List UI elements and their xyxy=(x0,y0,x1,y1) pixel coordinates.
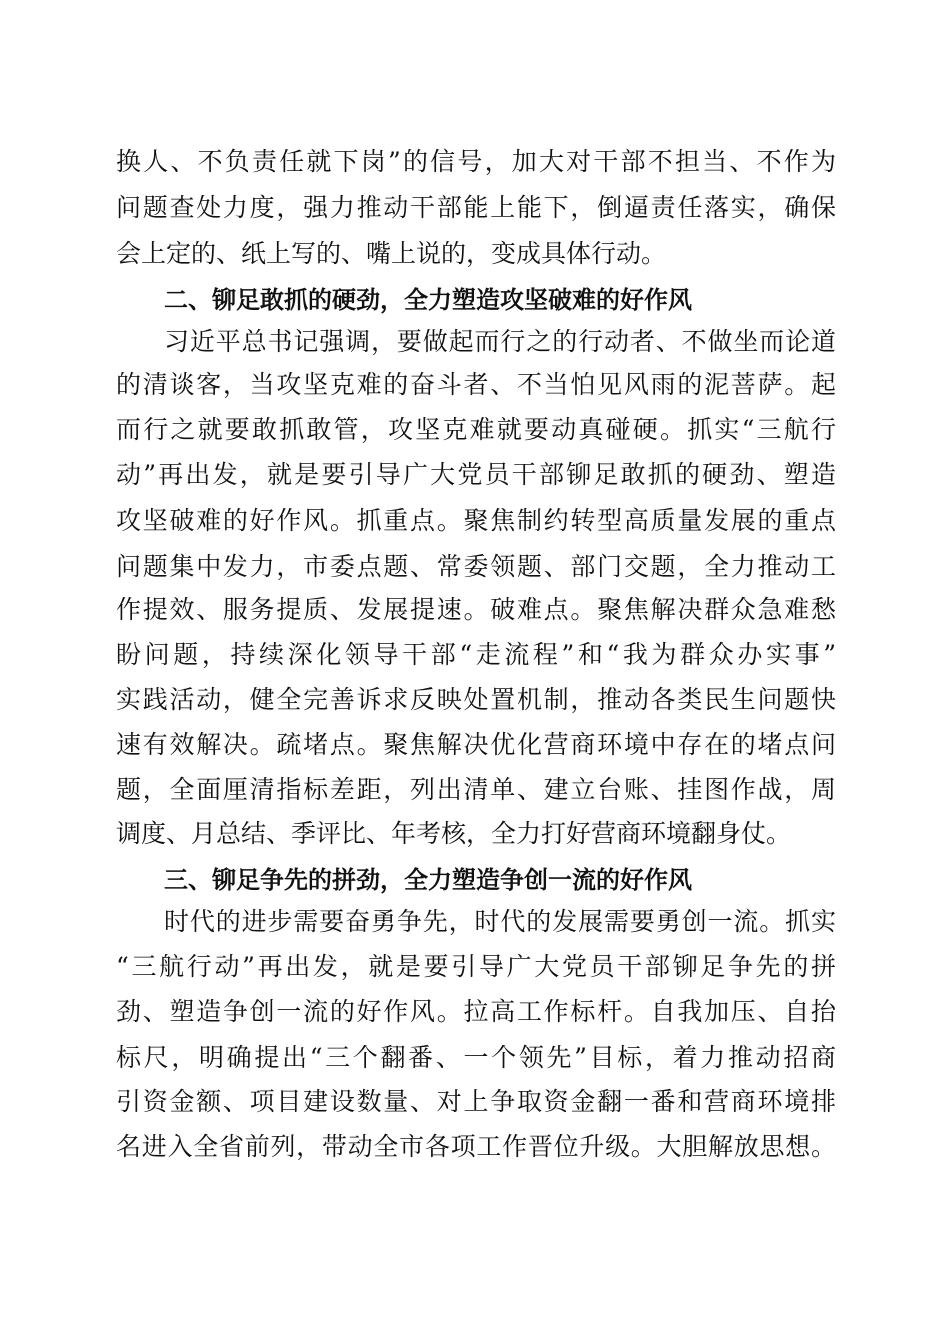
body-text-line: 习近平总书记强调，要做起而行之的行动者、不做坐而论道 xyxy=(164,327,836,356)
body-text-line: “三航行动”再出发，就是要引导广大党员干部铆足争先的拼 xyxy=(116,952,836,981)
body-text-line: 问题查处力度，强力推动干部能上能下，倒逼责任落实，确保 xyxy=(116,193,836,222)
body-text-line: 会上定的、纸上写的、嘴上说的，变成具体行动。 xyxy=(116,239,667,268)
body-text-line: 实践活动，健全完善诉求反映处置机制，推动各类民生问题快 xyxy=(116,685,836,714)
body-text-line: 引资金额、项目建设数量、对上争取资金翻一番和营商环境排 xyxy=(116,1087,836,1116)
body-text-line: 换人、不负责任就下岗”的信号，加大对干部不担当、不作为 xyxy=(116,147,836,176)
body-text-line: 速有效解决。疏堵点。聚焦解决优化营商环境中存在的堵点问 xyxy=(116,730,836,759)
body-text-line: 名进入全省前列，带动全市各项工作晋位升级。大胆解放思想。 xyxy=(116,1132,836,1161)
body-text-line: 劲、塑造争创一流的好作风。拉高工作标杆。自我加压、自抬 xyxy=(116,997,836,1026)
body-text-line: 作提效、服务提质、发展提速。破难点。聚焦解决群众急难愁 xyxy=(116,595,836,624)
body-text-line: 动”再出发，就是要引导广大党员干部铆足敢抓的硬劲、塑造 xyxy=(116,460,836,489)
body-text-line: 盼问题，持续深化领导干部“走流程”和“我为群众办实事” xyxy=(116,640,836,669)
body-text-line: 调度、月总结、季评比、年考核，全力打好营商环境翻身仗。 xyxy=(116,819,792,848)
section-heading: 二、铆足敢抓的硬劲，全力塑造攻坚破难的好作风 xyxy=(164,286,692,314)
body-text-line: 而行之就要敢抓敢管，攻坚克难就要动真碰硬。抓实“三航行 xyxy=(116,415,836,444)
body-text-line: 时代的进步需要奋勇争先，时代的发展需要勇创一流。抓实 xyxy=(164,907,836,936)
body-text-line: 题，全面厘清指标差距，列出清单、建立台账、挂图作战，周 xyxy=(116,775,836,804)
body-text-line: 问题集中发力，市委点题、常委领题、部门交题，全力推动工 xyxy=(116,552,836,581)
body-text-line: 标尺，明确提出“三个翻番、一个领先”目标，着力推动招商 xyxy=(116,1043,836,1072)
section-heading: 三、铆足争先的拼劲，全力塑造争创一流的好作风 xyxy=(164,866,692,894)
body-text-line: 攻坚破难的好作风。抓重点。聚焦制约转型高质量发展的重点 xyxy=(116,506,836,535)
body-text-line: 的清谈客，当攻坚克难的奋斗者、不当怕见风雨的泥菩萨。起 xyxy=(116,370,836,399)
